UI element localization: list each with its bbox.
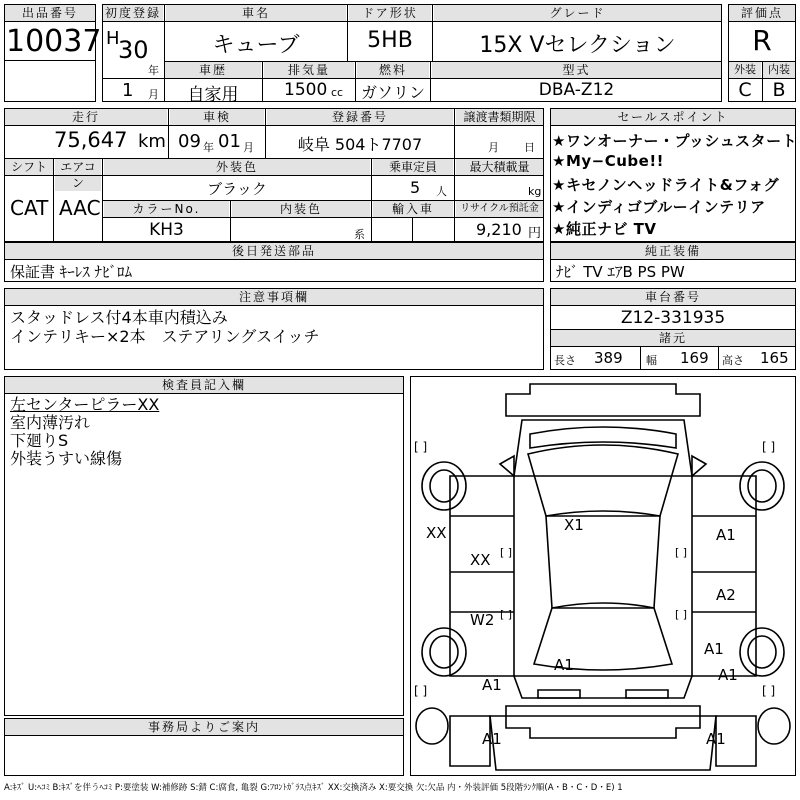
car-name: キューブ bbox=[212, 33, 300, 58]
ext-label: 外装 bbox=[729, 62, 761, 78]
ac-label: エアコン bbox=[55, 159, 101, 191]
reg-year-unit: 年 bbox=[148, 64, 159, 77]
shift-value: CAT bbox=[10, 196, 49, 220]
damage-mark: A1 bbox=[718, 666, 738, 684]
damage-mark: XX bbox=[470, 551, 491, 569]
score-value: R bbox=[752, 24, 772, 57]
load-unit: kg bbox=[528, 185, 542, 198]
hei-value: 165 bbox=[760, 349, 789, 367]
grade-label: グレード bbox=[434, 5, 721, 21]
fuel-value: ガソリン bbox=[360, 83, 425, 102]
door-label: ドア形状 bbox=[349, 5, 431, 21]
door-type: 5HB bbox=[367, 28, 413, 53]
diagram-bracket: [ ] bbox=[500, 546, 513, 559]
notes-line: スタッドレス付4本車内積込み bbox=[10, 308, 228, 327]
mileage-value: 75,647 bbox=[54, 128, 128, 152]
damage-mark: A1 bbox=[704, 640, 724, 658]
insp-year-unit: 年 bbox=[203, 141, 214, 154]
equipment-label: 純正装備 bbox=[551, 243, 795, 259]
diagram-bracket: [ ] bbox=[675, 546, 688, 559]
damage-mark: A2 bbox=[716, 586, 736, 604]
recycle-unit: 円 bbox=[528, 226, 542, 241]
selling-point: ★ワンオーナー・プッシュスタート bbox=[552, 132, 798, 150]
interior-label: 内装色 bbox=[232, 201, 370, 217]
insp-month: 01 bbox=[218, 131, 241, 152]
mileage-unit: km bbox=[138, 131, 166, 152]
capacity-label: 乗車定員 bbox=[373, 159, 453, 175]
damage-mark: A1 bbox=[482, 730, 502, 748]
recycle-label: リサイクル預託金 bbox=[456, 201, 543, 217]
equipment-value: ﾅﾋﾞ TV ｴｱB PS PW bbox=[556, 263, 685, 281]
hei-label: 高さ bbox=[722, 354, 744, 367]
color-no-value: KH3 bbox=[149, 220, 184, 240]
shift-label: シフト bbox=[5, 159, 53, 175]
wid-value: 169 bbox=[680, 349, 709, 367]
model-value: DBA-Z12 bbox=[538, 80, 615, 100]
notes-label: 注意事項欄 bbox=[5, 289, 543, 305]
color-label: 外装色 bbox=[104, 159, 370, 175]
capacity-unit: 人 bbox=[436, 185, 447, 198]
notes-line: インテリキー×2本 ステアリングスイッチ bbox=[10, 327, 320, 346]
docs-value: 保証書 ｷｰﾚｽ ﾅﾋﾞﾛﾑ bbox=[10, 263, 133, 281]
deadline-month: 月 bbox=[488, 141, 499, 154]
lot-number: 10037 bbox=[6, 24, 102, 59]
damage-mark: A1 bbox=[716, 526, 736, 544]
recycle-value: 9,210 bbox=[476, 220, 522, 239]
history-value: 自家用 bbox=[187, 85, 239, 105]
damage-mark: XX bbox=[426, 524, 447, 542]
inspector-line: 室内薄汚れ bbox=[10, 413, 91, 432]
cc-label: 排気量 bbox=[264, 62, 354, 78]
inspector-label: 検査員記入欄 bbox=[5, 377, 403, 393]
ext-grade: C bbox=[738, 79, 752, 101]
reg-year: 30 bbox=[118, 36, 149, 64]
load-label: 最大積載量 bbox=[456, 159, 543, 175]
deadline-label: 譲渡書類期限 bbox=[456, 109, 543, 125]
len-label: 長さ bbox=[554, 354, 576, 367]
diagram-bracket: [ ] bbox=[414, 440, 428, 454]
specs-label: 諸元 bbox=[551, 330, 795, 346]
import-label: 輸入車 bbox=[373, 201, 453, 217]
interior-unit: 系 bbox=[354, 228, 365, 241]
chassis-value: Z12-331935 bbox=[620, 308, 726, 328]
office-label: 事務局よりご案内 bbox=[5, 719, 403, 735]
legend-text: A:ｷｽﾞ U:ﾍｺﾐ B:ｷｽﾞを伴うﾍｺﾐ P:要塗装 W:補修跡 S:錆 C:腐食, 亀裂 G:ﾌﾛﾝﾄｶﾞﾗｽ点ｷｽﾞ XX:交換済み X:要交換 欠:欠品 内・外装評価 5段階ﾗﾝｸ順(A・B・C・D・E) 1 bbox=[4, 783, 623, 793]
reg-label: 初度登録 bbox=[104, 6, 161, 20]
diagram-bracket: [ ] bbox=[762, 684, 776, 698]
selling-point: ★キセノンヘッドライト&フォグ bbox=[552, 176, 780, 194]
reg-era: H bbox=[106, 28, 120, 49]
insp-month-unit: 月 bbox=[243, 141, 254, 154]
damage-mark: A1 bbox=[554, 656, 574, 674]
name-label: 車名 bbox=[166, 5, 346, 21]
color-value: ブラック bbox=[207, 180, 267, 198]
chassis-label: 車台番号 bbox=[551, 289, 795, 305]
color-no-label: カラーNo. bbox=[104, 201, 229, 217]
docs-label: 後日発送部品 bbox=[5, 243, 543, 259]
wid-label: 幅 bbox=[646, 354, 657, 367]
diagram-bracket: [ ] bbox=[414, 684, 428, 698]
mileage-label: 走行 bbox=[5, 109, 167, 125]
history-label: 車歴 bbox=[165, 62, 261, 78]
lot-label: 出品番号 bbox=[5, 5, 95, 21]
damage-mark: X1 bbox=[564, 516, 584, 534]
damage-mark: A1 bbox=[482, 676, 502, 694]
diagram-bracket: [ ] bbox=[762, 440, 776, 454]
insp-year: 09 bbox=[178, 131, 201, 152]
inspector-line: 下廻りS bbox=[10, 431, 69, 450]
int-grade: B bbox=[772, 79, 786, 101]
reg-month: 1 bbox=[122, 80, 134, 101]
grade-value: 15X Vセレクション bbox=[479, 33, 676, 58]
cc-unit: cc bbox=[331, 86, 344, 99]
selling-label: セールスポイント bbox=[551, 109, 795, 125]
cc-value: 1500 bbox=[284, 80, 328, 100]
inspector-line: 左センターピラーXX bbox=[10, 395, 160, 414]
selling-point: ★My−Cube!! bbox=[552, 152, 664, 170]
inspector-line: 外装うすい線傷 bbox=[10, 449, 123, 468]
len-value: 389 bbox=[594, 349, 623, 367]
plate-label: 登録番号 bbox=[267, 109, 453, 125]
inspection-label: 車検 bbox=[170, 109, 264, 125]
damage-mark: A1 bbox=[706, 730, 726, 748]
car-outline-svg bbox=[410, 376, 796, 776]
damage-mark: W2 bbox=[470, 611, 495, 629]
ac-value: AAC bbox=[59, 196, 101, 220]
model-label: 型式 bbox=[432, 62, 721, 78]
int-label: 内装 bbox=[763, 62, 795, 78]
selling-point: ★純正ナビ TV bbox=[552, 220, 657, 238]
diagram-bracket: [ ] bbox=[500, 608, 513, 621]
fuel-label: 燃料 bbox=[357, 62, 429, 78]
reg-month-unit: 月 bbox=[148, 88, 159, 101]
score-label: 評価点 bbox=[729, 5, 795, 21]
plate-value: 岐阜 504ト7707 bbox=[297, 135, 423, 154]
selling-point: ★インディゴブルーインテリア bbox=[552, 198, 766, 216]
capacity-value: 5 bbox=[410, 178, 421, 197]
diagram-bracket: [ ] bbox=[675, 608, 688, 621]
deadline-day: 日 bbox=[524, 141, 535, 154]
